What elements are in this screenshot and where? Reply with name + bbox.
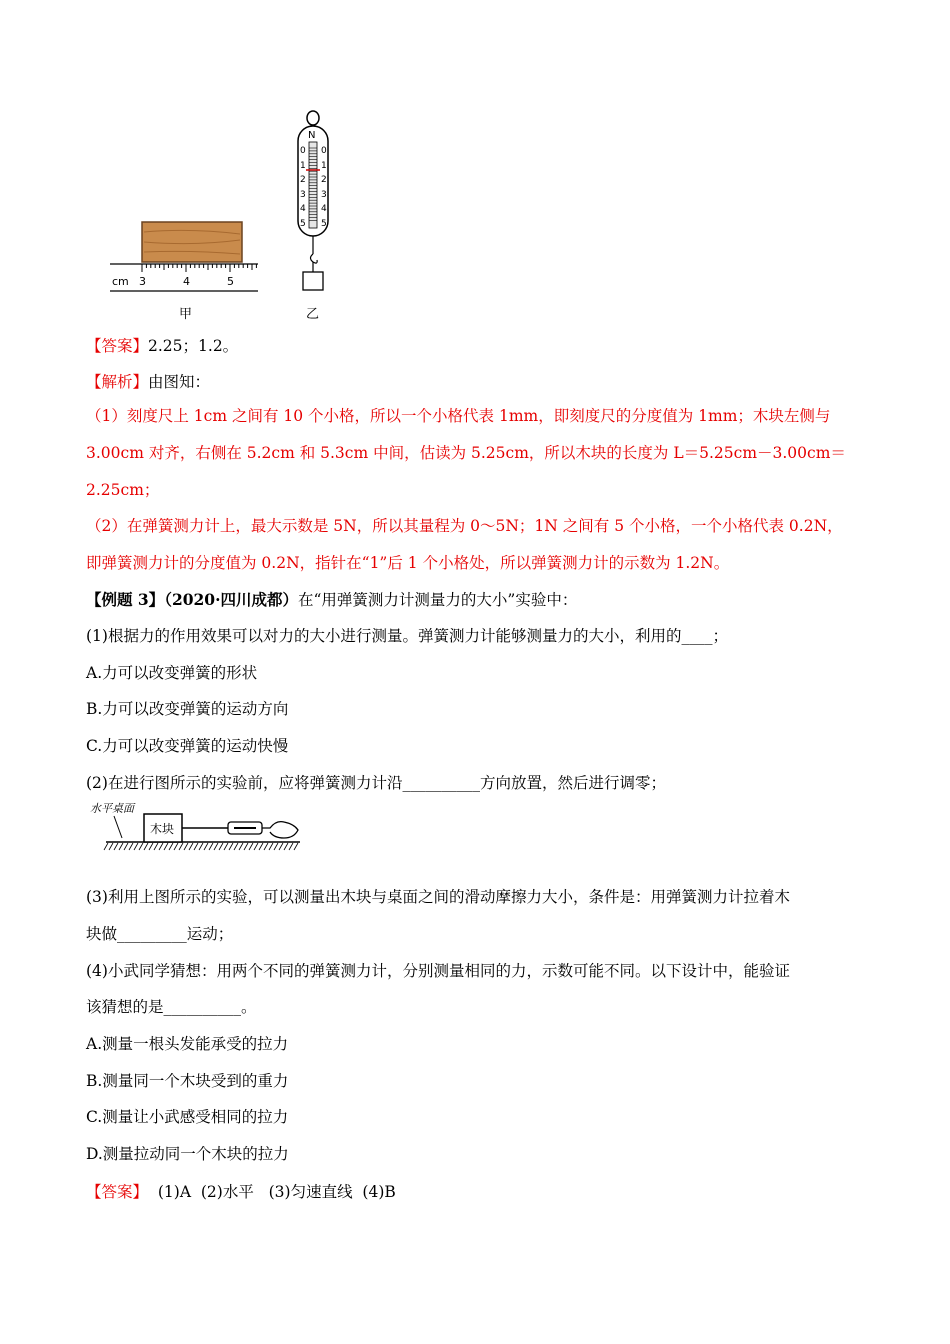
scale-number: 0 — [300, 146, 306, 156]
answer-1 — [86, 336, 238, 356]
scale-number: 4 — [321, 204, 327, 214]
desk-hatch-line — [144, 843, 148, 850]
scale-number: 3 — [321, 189, 327, 200]
analysis-intro: 由图知： — [148, 373, 211, 391]
scale-number: 3 — [300, 189, 306, 200]
desk-hatch-line — [169, 843, 173, 850]
example-stem: 在“用弹簧测力计测量力的大小”实验中： — [297, 591, 578, 609]
question-4: (4)小武同学猜想：用两个不同的弹簧测力计，分别测量相同的力，示数可能不同。以下设计中，能验证 — [86, 962, 790, 980]
question-4-cont: 该猜想的是__________。 — [86, 998, 257, 1016]
question-3-cont: 块做_________运动； — [86, 925, 234, 943]
desk-hatch-line — [234, 843, 238, 850]
desk-hatch-line — [284, 843, 288, 850]
scale-number: 2 — [321, 175, 327, 185]
desk-hatch-line — [164, 843, 168, 850]
desk-hatch-line — [194, 843, 198, 850]
scale-number: 1 — [300, 160, 306, 171]
ruler-tick-label: 5 — [227, 275, 234, 288]
scale-numbers-right — [321, 144, 327, 231]
desk-hatch-line — [129, 843, 133, 850]
desk-hatch-line — [249, 843, 253, 850]
desk-hatch-line — [159, 843, 163, 850]
example-source: （2020·四川成都） — [164, 590, 298, 609]
question-3: (3)利用上图所示的实验，可以测量出木块与桌面之间的滑动摩擦力大小，条件是：用弹簧测力计拉着木 — [86, 888, 790, 906]
desk-hatch-line — [274, 843, 278, 850]
desk-hatch-line — [189, 843, 193, 850]
desk-hatch-line — [254, 843, 258, 850]
desk-hatch-line — [259, 843, 263, 850]
scale-unit-label: N — [308, 130, 316, 141]
desk-hatch-line — [119, 843, 123, 850]
figure-label-jia: 甲 — [179, 307, 193, 322]
example-tag: 【例题 3】 — [86, 590, 165, 609]
scale-numbers-left — [300, 144, 306, 231]
example-3-heading — [86, 590, 577, 610]
answer-tag: 【答案】 — [86, 337, 149, 355]
answer-tag: 【答案】 — [86, 1183, 149, 1201]
option: D.测量拉动同一个木块的拉力 — [86, 1145, 289, 1163]
option: C.力可以改变弹簧的运动快慢 — [86, 737, 289, 755]
hanging-weight — [303, 272, 323, 290]
option: C.测量让小武感受相同的拉力 — [86, 1108, 289, 1126]
desk-hatch-line — [229, 843, 233, 850]
desk-hatch-line — [124, 843, 128, 850]
desk-hatch-line — [239, 843, 243, 850]
scale-number: 1 — [321, 160, 327, 171]
ruler-tick-label: 3 — [139, 275, 146, 288]
desk-hatch-line — [109, 843, 113, 850]
desk-hatch-line — [289, 843, 293, 850]
desk-hatch-line — [219, 843, 223, 850]
desk-hatch-line — [149, 843, 153, 850]
answer-3 — [86, 1182, 396, 1202]
answer-text: 2.25；1.2。 — [148, 337, 239, 355]
analysis-tag: 【解析】 — [86, 373, 149, 391]
desk-hatch-line — [269, 843, 273, 850]
scale-number: 5 — [321, 218, 327, 229]
figure-block-on-desk — [88, 800, 308, 858]
ruler-tick-label: 4 — [183, 275, 190, 288]
desk-label: 水平桌面 — [90, 802, 134, 815]
analysis-line: 即弹簧测力计的分度值为 0.2N，指针在“1”后 1 个小格处，所以弹簧测力计的示数为 1.2N。 — [86, 554, 730, 572]
desk-hatch-line — [214, 843, 218, 850]
question-2: (2)在进行图所示的实验前，应将弹簧测力计沿__________方向放置，然后进行调零； — [86, 774, 666, 792]
desk-hatch-line — [244, 843, 248, 850]
desk-hatch-line — [134, 843, 138, 850]
scale-number: 2 — [300, 175, 306, 185]
answer-text: (1)A (2)水平 (3)匀速直线 (4)B — [148, 1183, 396, 1201]
figure-ruler-and-spring-scale — [100, 104, 360, 324]
desk-hatch-line — [264, 843, 268, 850]
desk-hatch-line — [114, 843, 118, 850]
analysis-line: 3.00cm 对齐，右侧在 5.2cm 和 5.3cm 中间，估读为 5.25cm，所以木块的长度为 L＝5.25cm－3.00cm＝ — [86, 444, 846, 462]
figure-label-yi: 乙 — [306, 307, 320, 322]
desk-hatch-line — [179, 843, 183, 850]
desk-hatch-line — [294, 843, 298, 850]
desk-hatch-line — [104, 843, 108, 850]
analysis-line: 2.25cm； — [86, 481, 160, 499]
desk-hatch-line — [184, 843, 188, 850]
scale-number: 5 — [300, 218, 306, 229]
desk-hatch-line — [204, 843, 208, 850]
option: A.力可以改变弹簧的形状 — [86, 664, 258, 682]
scale-number: 4 — [300, 204, 306, 214]
desk-hatch-line — [139, 843, 143, 850]
desk-hatch-line — [209, 843, 213, 850]
option: B.测量同一个木块受到的重力 — [86, 1072, 289, 1090]
analysis-line: （1）刻度尺上 1cm 之间有 10 个小格，所以一个小格代表 1mm，即刻度尺的分度值为 1mm；木块左侧与 — [86, 407, 831, 425]
analysis-line: （2）在弹簧测力计上，最大示数是 5N，所以其量程为 0～5N；1N 之间有 5 个小格，一个小格代表 0.2N， — [86, 517, 843, 535]
question-1: (1)根据力的作用效果可以对力的大小进行测量。弹簧测力计能够测量力的大小，利用的____； — [86, 627, 728, 645]
block-label: 木块 — [150, 822, 175, 836]
scale-number: 0 — [321, 146, 327, 156]
desk-hatch-line — [279, 843, 283, 850]
analysis-heading — [86, 372, 210, 392]
ruler-unit-label: cm — [112, 275, 129, 288]
desk-hatch-line — [174, 843, 178, 850]
option: A.测量一根头发能承受的拉力 — [86, 1035, 289, 1053]
desk-hatch-line — [199, 843, 203, 850]
desk-hatch-line — [224, 843, 228, 850]
desk-hatch-line — [154, 843, 158, 850]
option: B.力可以改变弹簧的运动方向 — [86, 700, 289, 718]
